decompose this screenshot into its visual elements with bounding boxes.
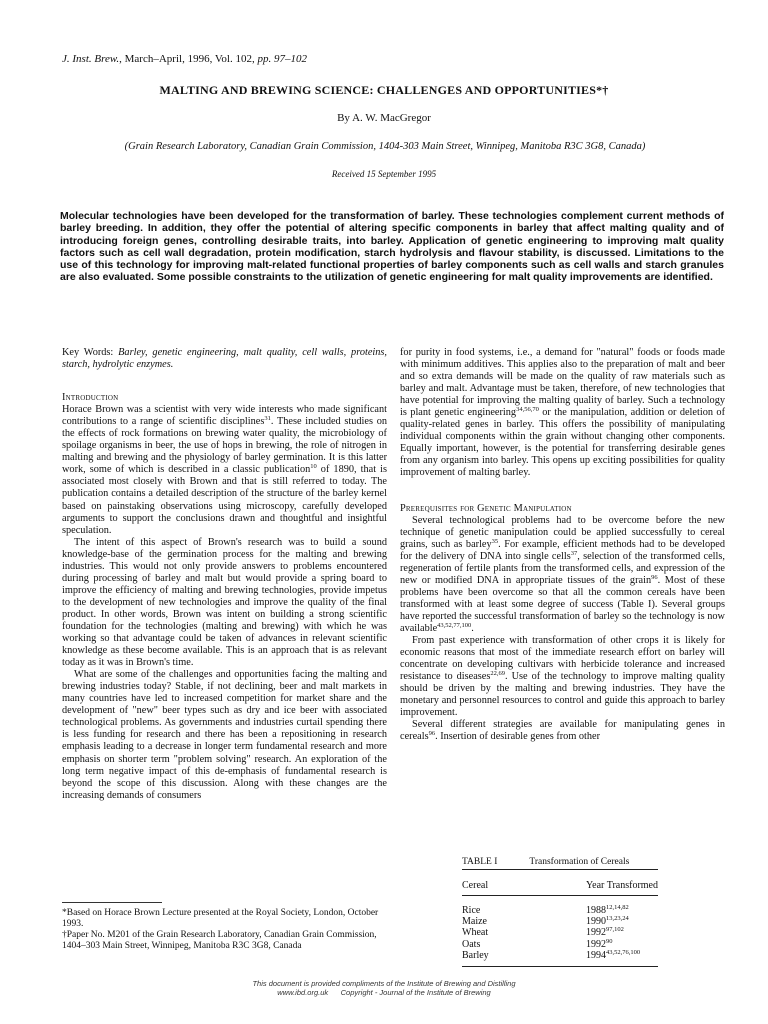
year-cell: 1992$^{90}$: [586, 937, 613, 950]
year-cell: 1990$^{13,23,24}$: [586, 915, 629, 928]
article-title: MALTING AND BREWING SCIENCE: CHALLENGES AND OPPORTUNITIES*†: [159, 83, 609, 97]
cereal-table: [462, 869, 658, 967]
cereal-cell: Rice: [462, 905, 481, 916]
prereq-paragraph-2: From past experience with transformation of other crops it is likely for economic reasons that most of the immediate research effort on barley will concentrate on developing cultivars with herbicide tolerance and increased resistance to diseases$^{22,69}$. Use of the technology to improve malting quality should be driven by the malting and brewing industries. They have the monetary and personnel resources to control and guide this approach to barley improvement.: [400, 635, 725, 719]
footer-site-link[interactable]: www.ibd.org.uk: [277, 988, 329, 997]
citation-ref: 34,56,70: [516, 406, 539, 414]
year-cell: 1992$^{97,102}$: [586, 926, 624, 939]
footnote-2: †Paper No. M201 of the Grain Research Laboratory, Canadian Grain Commission, 1404–303 Main Street, Winnipeg, Manitoba R3C 3G8, Canada: [62, 930, 377, 951]
right-column: [400, 347, 725, 743]
intro-paragraph-3: What are some of the challenges and opportunities facing the malting and brewing industries today? Stable, if not declining, beer and malt markets in many countries have led to increased competition for market share and the development of "new" beer types such as dry and ice beer with associated technological problems. As governments and industries curtail spending there is less funding for research and there has been a repositioning in research emphasis leading to a decrease in longer term fundamental research and more emphasis on shorter term "problem solving" research. An exploration of the long term negative impact of this de-emphasis of fundamental research is beyond the scope of this discussion. Along with these changes are the increasing demands of consumers: [62, 669, 387, 801]
left-column: [62, 347, 387, 802]
keywords-label: Key Words:: [62, 347, 119, 358]
intro-continuation: for purity in food systems, i.e., a demand for "natural" foods or foods made with minimum additives. This applies also to the preparation of malt and beer and so extra demands will be made on the quality of raw materials such as barley and malt. Advantage must be taken, therefore, of new technologies that have potential for improving the malting quality of barley. Such a technology is plant genetic engineering$^{34,56,70}$ or the manipulation, addition or deletion of quality-related genes in barley. This offers the possibility of manipulating individual components within the grain without changing other components. Equally important, however, is the potential for transferring desirable genes from any organism into barley. This opens up exciting possibilities for quality improvement of malting barley.: [400, 347, 726, 479]
table-caption: [462, 857, 629, 867]
citation-ref: 96: [651, 573, 658, 581]
citation-ref: 22,69: [490, 670, 505, 678]
citation-ref: 37: [570, 549, 578, 557]
footnote-rule: [62, 902, 162, 903]
cereal-cell: Oats: [462, 938, 481, 950]
affiliation: (Grain Research Laboratory, Canadian Grain Commission, 1404-303 Main Street, Winnipeg, Manitoba R3C 3G8, Canada): [124, 141, 646, 152]
section-heading-introduction: Introduction: [62, 392, 119, 404]
citation-details: , March–April, 1996, Vol. 102,: [119, 53, 258, 65]
section-heading-prerequisites: Prerequisites for Genetic Manipulation: [400, 502, 572, 514]
year-cell: 1994$^{43,52,76,100}$: [586, 948, 641, 961]
prereq-paragraph-3: Several different strategies are available for manipulating genes in cereals$^{96}$. Insertion of desirable genes from other: [400, 719, 725, 743]
abstract: Molecular technologies have been developed for the transformation of barley. These technologies complement current methods of barley breeding. In addition, they offer the potential of altering specific components in barley that affect malting quality and of introducing foreign genes, controlling desirable traits, into barley. Application of genetic engineering to improving malt quality factors such as cell wall degradation, protein modification, starch hydrolysis and flavour stability, is discussed. Limitations to the use of this technology for improving malt-related functional properties of barley components such as cell walls and starch granules are also evaluated. Some possible constraints to the utilization of genetic engineering for malt quality improvements are identified.: [60, 210, 724, 284]
table-row: [462, 950, 658, 961]
footer-line-2: [0, 988, 768, 997]
author-line: By A. W. MacGregor: [337, 112, 431, 124]
citation-ref: 10: [310, 463, 317, 471]
citation-pages: pp. 97–102: [257, 53, 307, 65]
table-row: [462, 927, 658, 938]
table-title: Transformation of Cereals: [529, 857, 630, 867]
received-date: Received 15 September 1995: [331, 169, 437, 179]
table-bottom-rule: [462, 966, 658, 967]
year-cell: 1988$^{12,14,82}$: [586, 904, 629, 916]
table-body: [462, 896, 658, 966]
journal-citation: [62, 53, 307, 65]
table-row: [462, 916, 658, 927]
footer-copyright: Copyright - Journal of the Institute of Brewing: [340, 988, 491, 997]
footer-line-1: This document is provided compliments of the Institute of Brewing and Distilling: [252, 979, 516, 988]
cereal-cell: Maize: [462, 916, 487, 928]
table-header: [462, 870, 658, 895]
cereal-cell: Barley: [462, 949, 489, 961]
citation-ref: 43,52,77,100: [437, 621, 472, 629]
citation-ref: 96: [428, 730, 436, 738]
prereq-paragraph-1: Several technological problems had to be overcome before the new technique of genetic manipulation could be applied successfully to cereal grains, such as barley$^{35}$. For example, efficient methods had to be developed for the delivery of DNA into single cells$^{37}$, selection of the transformed cells, regeneration of fertile plants from the transformed cells, and expression of the new or modified DNA in appropriate tissues of the grain$^{96}$. Most of these problems have been overcome so that all the common cereals have been transformed with at least some degree of success (Table I). Several groups have reported the successful transformation of barley so the technology is now available$^{43,52,77,100}$.: [400, 514, 726, 634]
keywords: [62, 347, 387, 371]
footnote-1: *Based on Horace Brown Lecture presented at the Royal Society, London, October 1993.: [62, 908, 379, 929]
footnotes: [62, 908, 392, 952]
cereal-cell: Wheat: [462, 927, 489, 939]
page-footer: [0, 979, 768, 997]
table-header-year: Year Transformed: [585, 880, 658, 891]
table-header-cereal: Cereal: [462, 880, 489, 891]
table-label: TABLE I: [462, 857, 498, 867]
keywords-terms: Barley, genetic engineering, malt quality, cell walls, proteins, starch, hydrolytic enzymes.: [62, 347, 387, 371]
citation-ref: 35: [491, 537, 499, 545]
citation-ref: 31: [264, 415, 271, 423]
citation-journal: J. Inst. Brew.: [62, 53, 120, 65]
intro-paragraph-2: The intent of this aspect of Brown's research was to build a sound knowledge-base of the germination process for the malting and brewing industries. This would not only provide answers to problems encountered during processing of barley and malt but would provide a spring board to improve the efficiency of malting and brewing technologies, provide impetus to the development of new technologies and improve the quality of the final product. In other words, Brown was intent on building a strong scientific foundation for the technologies (malting and brewing) with which he was working so that advantage could be taken of advances in relevant scientific knowledge as these become available. This is an approach that is as relevant today as it was in Brown's time.: [62, 536, 387, 669]
intro-paragraph-1: Horace Brown was a scientist with very wide interests who made significant contributions to a range of scientific disciplines$^{31}$. These included studies on the effects of rock formations on brewing water quality, the microbiology of spoilage organisms in beer, the use of hops in brewing, the role of nitrogen in malting and brewing and the physiology of barley germination. It is this latter work, some of which is described in a classic publication$^{10}$ of 1890, that is associated most closely with Brown and that is still referred to today. The publication contains a detailed description of the structure of the barley kernel based on painstaking observations using microscopy, carefully developed arguments to support the conclusions drawn and thoughtful and insightful speculation.: [62, 404, 387, 536]
